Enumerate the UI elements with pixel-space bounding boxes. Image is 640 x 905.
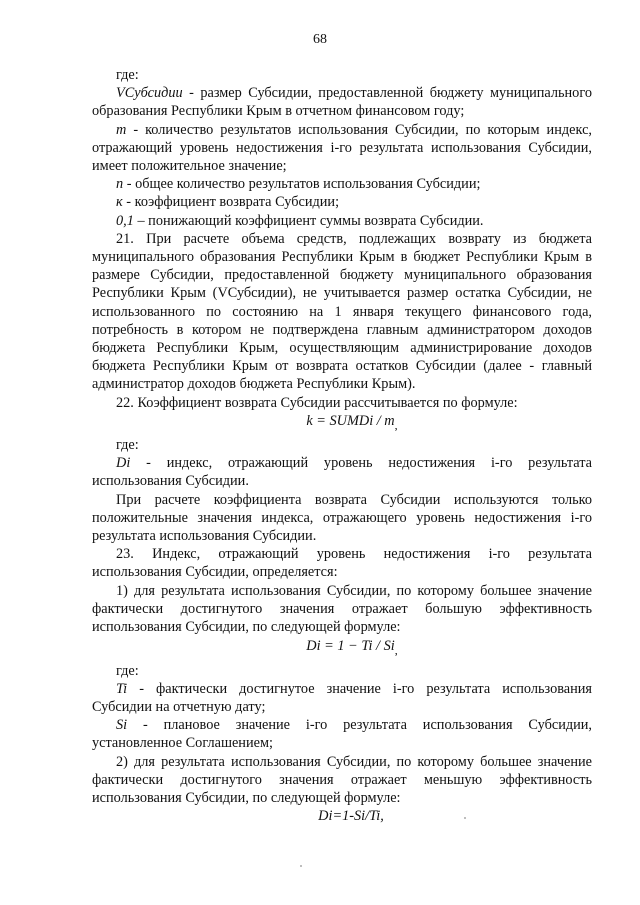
var-si: Si: [116, 717, 128, 734]
formula-comma: ,: [394, 417, 398, 432]
where-label: где:: [116, 67, 139, 83]
scan-speck: [300, 865, 302, 867]
definition-text: - индекс, отражающий уровень недостижения i-го результата использования Субсидии.: [92, 455, 592, 490]
formula-di-text: Di = 1 − Ti / Si: [306, 638, 395, 655]
var-coefficient: 0,1: [116, 212, 134, 229]
page-number: 68: [313, 32, 327, 47]
definition-k: [92, 193, 592, 211]
definition-vsubsidii: [92, 84, 592, 120]
formula-k-text: k = SUMDi / m: [306, 412, 395, 429]
var-ti: Ti: [116, 680, 128, 697]
var-m: m: [116, 121, 127, 138]
where-label: где:: [116, 437, 139, 454]
var-vsubsidii: VСубсидии: [116, 85, 183, 102]
definition-text: - фактически достигнутое значение i-го результата использования Субсидии на отчетную дату;: [92, 680, 592, 715]
definition-ti: [92, 680, 592, 716]
formula-di-2: Di=1-Si/Ti,: [318, 808, 384, 825]
formula-comma: ,: [394, 643, 398, 658]
definition-text: - плановое значение i-го результата использования Субсидии, установленное Соглашением;: [92, 717, 592, 752]
definition-n: [92, 175, 592, 193]
definition-text: - общее количество результатов использования Субсидии;: [123, 176, 481, 193]
definition-text: – понижающий коэффициент суммы возврата Субсидии.: [133, 212, 484, 229]
formula-di: [92, 637, 592, 659]
paragraph-21: 21. При расчете объема средств, подлежащих возврату из бюджета муниципального образования Республики Крым в бюджет Республики Крым в размере Субсидии, предоставленной бюджету муниципального образования Республики Крым (VСубсидии), не учитывается размер остатка Субсидии, не использованного по состоянию на 1 января текущего финансового года, потребность в котором не подтверждена главным администратором доходов бюджета Республики Крым, осуществляющим администрирование доходов бюджета Республики Крым от возврата остатков Субсидии (далее - главный администратор доходов бюджета Республики Крым).: [92, 230, 592, 393]
where-label: где:: [116, 662, 139, 679]
definition-si: [92, 716, 592, 752]
var-di: Di: [116, 455, 131, 472]
paragraph-22: 22. Коэффициент возврата Субсидии рассчитывается по формуле:: [116, 394, 518, 411]
var-k: к: [116, 194, 123, 211]
formula-k: [92, 412, 592, 434]
definition-di: [92, 454, 592, 490]
paragraph-23: 23. Индекс, отражающий уровень недостижения i-го результата использования Субсидии, определяется:: [92, 546, 592, 581]
definition-coefficient: [92, 212, 592, 230]
definition-text: - количество результатов использования Субсидии, по которым индекс, отражающий уровень недостижения i-го результата использования Субсидии, имеет положительное значение;: [92, 121, 592, 175]
document-body: [92, 66, 592, 825]
paragraph-23-2: 2) для результата использования Субсидии, по которому большее значение фактически достигнутого значения отражает меньшую эффективность использования Субсидии, по следующей формуле:: [92, 753, 592, 806]
paragraph-calculation: При расчете коэффициента возврата Субсидии используются только положительные значения индекса, отражающего уровень недостижения i-го результата использования Субсидии.: [92, 491, 592, 545]
paragraph-23-1: 1) для результата использования Субсидии, по которому большее значение фактически достигнутого значения отражает большую эффективность использования Субсидии, по следующей формуле:: [92, 582, 592, 636]
var-n: n: [116, 176, 124, 193]
definition-m: [92, 121, 592, 176]
definition-text: - размер Субсидии, предоставленной бюджету муниципального образования Республики Крым в отчетном финансовом году;: [92, 85, 592, 120]
scan-speck: [464, 817, 466, 819]
definition-text: - коэффициент возврата Субсидии;: [122, 194, 340, 211]
